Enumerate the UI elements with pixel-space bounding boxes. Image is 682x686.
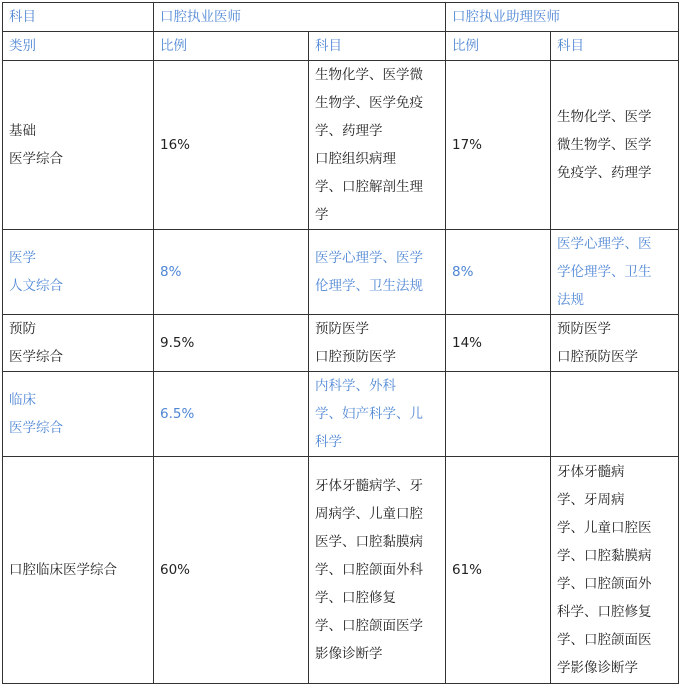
header-ratio-2: 比例 — [446, 32, 551, 61]
row-category: 口腔临床医学综合 — [3, 457, 154, 684]
row-subjects-2: 医学心理学、医 学伦理学、卫生 法规 — [551, 230, 679, 315]
row-ratio-2: 14% — [446, 315, 551, 372]
row-ratio-1: 60% — [154, 457, 309, 684]
header-subjects-2: 科目 — [551, 32, 679, 61]
row-subjects-1: 生物化学、医学微 生物学、医学免疫 学、药理学 口腔组织病理 学、口腔解剖生理 学 — [309, 61, 446, 230]
table-row — [3, 457, 679, 684]
header-group-assistant: 口腔执业助理医师 — [446, 3, 679, 32]
row-ratio-2 — [446, 372, 551, 457]
row-ratio-2: 17% — [446, 61, 551, 230]
row-ratio-1: 8% — [154, 230, 309, 315]
row-subjects-1: 预防医学 口腔预防医学 — [309, 315, 446, 372]
table-row — [3, 372, 679, 457]
row-category: 基础 医学综合 — [3, 61, 154, 230]
row-subjects-2: 生物化学、医学 微生物学、医学 免疫学、药理学 — [551, 61, 679, 230]
header-ratio-1: 比例 — [154, 32, 309, 61]
row-ratio-1: 6.5% — [154, 372, 309, 457]
row-category: 医学 人文综合 — [3, 230, 154, 315]
row-subjects-1: 牙体牙髓病学、牙 周病学、儿童口腔 医学、口腔黏膜病 学、口腔颌面外科 学、口腔修复 学、口腔颌面医学 影像诊断学 — [309, 457, 446, 684]
row-category: 临床 医学综合 — [3, 372, 154, 457]
row-ratio-1: 9.5% — [154, 315, 309, 372]
row-subjects-2: 预防医学 口腔预防医学 — [551, 315, 679, 372]
exam-subjects-table — [2, 2, 679, 684]
table-row — [3, 315, 679, 372]
header-group-practitioner: 口腔执业医师 — [154, 3, 446, 32]
row-ratio-1: 16% — [154, 61, 309, 230]
header-subjects-1: 科目 — [309, 32, 446, 61]
row-ratio-2: 8% — [446, 230, 551, 315]
header-subject: 科目 — [3, 3, 154, 32]
row-subjects-2: 牙体牙髓病 学、牙周病 学、儿童口腔医 学、口腔黏膜病 学、口腔颌面外 科学、口腔修复 学、口腔颌面医 学影像诊断学 — [551, 457, 679, 684]
row-subjects-1: 内科学、外科 学、妇产科学、儿 科学 — [309, 372, 446, 457]
table-row — [3, 61, 679, 230]
row-category: 预防 医学综合 — [3, 315, 154, 372]
header-category: 类别 — [3, 32, 154, 61]
table-row — [3, 230, 679, 315]
row-subjects-1: 医学心理学、医学 伦理学、卫生法规 — [309, 230, 446, 315]
row-subjects-2 — [551, 372, 679, 457]
row-ratio-2: 61% — [446, 457, 551, 684]
